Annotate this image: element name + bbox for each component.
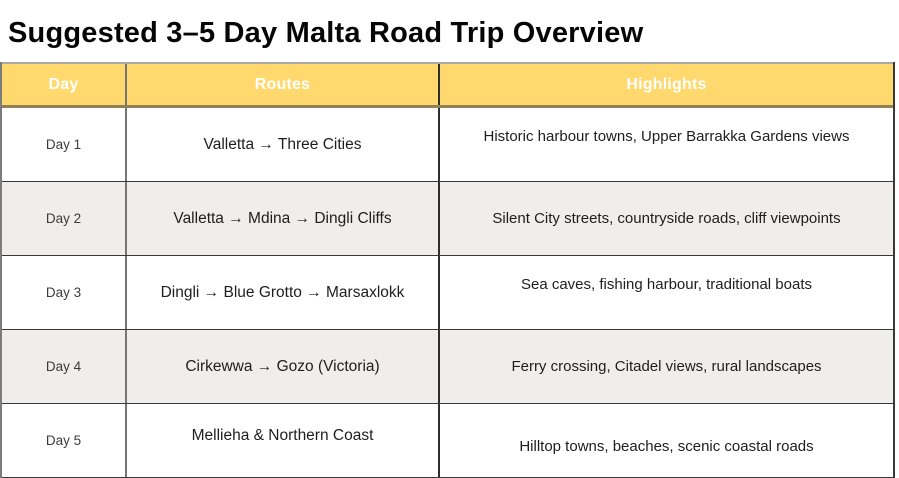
column-header-routes: Routes [127, 64, 440, 105]
table-header-row [2, 62, 893, 108]
route-cell: Mellieha & Northern Coast [127, 404, 440, 477]
table-row [2, 404, 893, 478]
day-cell: Day 1 [2, 108, 127, 181]
table-row [2, 330, 893, 404]
highlights-cell: Historic harbour towns, Upper Barrakka Gardens views [483, 127, 850, 145]
column-header-highlights: Highlights [626, 75, 707, 93]
highlights-cell: Sea caves, fishing harbour, traditional boats [520, 275, 812, 293]
day-cell: Day 3 [2, 256, 127, 329]
day-cell: Day 5 [2, 404, 127, 477]
table-row [2, 182, 893, 256]
route-cell: Dingli → Blue Grotto → Marsaxlokk [127, 256, 440, 329]
itinerary-table [0, 62, 895, 478]
highlights-cell: Ferry crossing, Citadel views, rural landscapes [511, 358, 822, 376]
column-header-day: Day [2, 64, 127, 105]
table-row [2, 108, 893, 182]
day-cell: Day 2 [2, 182, 127, 255]
page-title: Suggested 3–5 Day Malta Road Trip Overview [8, 17, 644, 49]
highlights-cell: Silent City streets, countryside roads, cliff viewpoints [492, 210, 841, 228]
day-cell: Day 4 [2, 330, 127, 403]
route-cell: Cirkewwa → Gozo (Victoria) [127, 330, 440, 403]
route-cell: Valletta → Three Cities [127, 108, 440, 181]
highlights-cell: Hilltop towns, beaches, scenic coastal roads [519, 438, 814, 456]
table-row [2, 256, 893, 330]
route-cell: Valletta → Mdina → Dingli Cliffs [127, 182, 440, 255]
